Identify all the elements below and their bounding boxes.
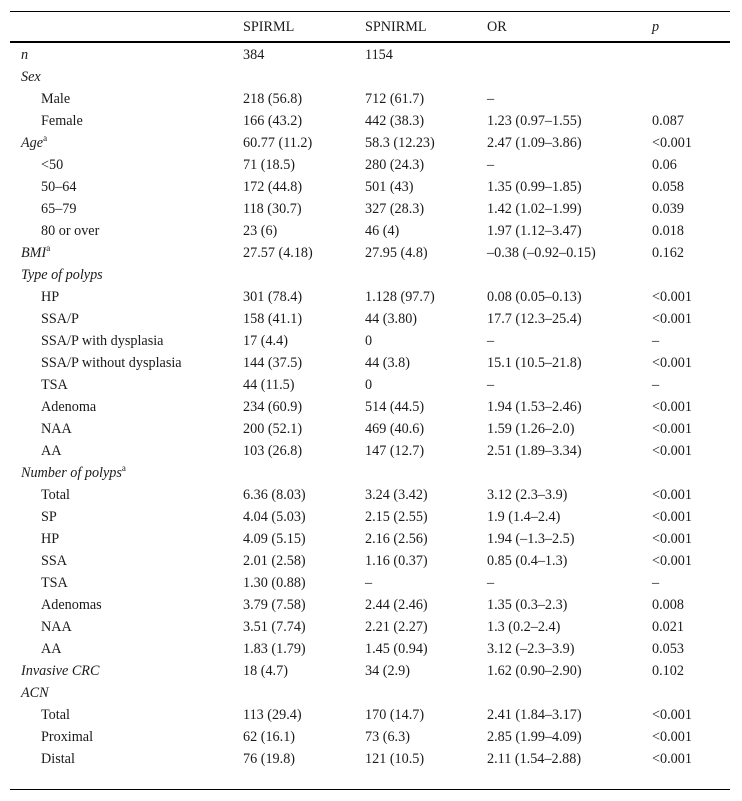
- cell-p: <0.001: [652, 707, 692, 723]
- cell-or: 0.85 (0.4–1.3): [487, 553, 568, 569]
- table-row: [10, 264, 730, 286]
- cell-p: –: [652, 333, 660, 349]
- row-label-text: Male: [41, 91, 71, 107]
- cell-p: 0.018: [652, 223, 684, 239]
- row-label: [41, 440, 62, 462]
- row-label: [21, 44, 28, 66]
- cell-p: <0.001: [652, 135, 692, 151]
- cell-spnirml: 1.128 (97.7): [365, 289, 435, 305]
- cell-spnirml: 0: [365, 333, 373, 349]
- row-label-text: Sex: [21, 69, 41, 85]
- header-p: p: [652, 19, 660, 35]
- table-row: [10, 660, 730, 682]
- cell-or: –: [487, 575, 495, 591]
- table-row: [10, 352, 730, 374]
- cell-or: 2.85 (1.99–4.09): [487, 729, 582, 745]
- cell-spirml: 27.57 (4.18): [243, 245, 313, 261]
- cell-spnirml: 46 (4): [365, 223, 400, 239]
- cell-spirml: 3.51 (7.74): [243, 619, 306, 635]
- cell-p: 0.087: [652, 113, 684, 129]
- table-row: [10, 308, 730, 330]
- row-label: [41, 352, 182, 374]
- cell-p: <0.001: [652, 443, 692, 459]
- row-label-text: ACN: [21, 685, 49, 701]
- cell-spirml: 44 (11.5): [243, 377, 295, 393]
- table-header-row: [10, 12, 730, 42]
- cell-spirml: 17 (4.4): [243, 333, 288, 349]
- row-label-text: n: [21, 47, 29, 63]
- cell-spirml: 113 (29.4): [243, 707, 302, 723]
- row-label-text: 50–64: [41, 179, 77, 195]
- cell-spnirml: 327 (28.3): [365, 201, 425, 217]
- cell-p: –: [652, 377, 660, 393]
- row-label-text: Adenomas: [41, 597, 102, 613]
- cell-or: –0.38 (–0.92–0.15): [487, 245, 596, 261]
- table-row: [10, 374, 730, 396]
- row-label: [41, 550, 67, 572]
- row-label: [41, 220, 99, 242]
- table-row: [10, 462, 730, 484]
- cell-p: <0.001: [652, 399, 692, 415]
- row-label: [41, 176, 76, 198]
- row-label-text: Number of polyps: [21, 465, 122, 481]
- row-label-text: 80 or over: [41, 223, 100, 239]
- cell-spnirml: 2.44 (2.46): [365, 597, 428, 613]
- row-label-text: SSA/P with dysplasia: [41, 333, 164, 349]
- table-row: [10, 528, 730, 550]
- cell-or: 2.11 (1.54–2.88): [487, 751, 582, 767]
- cell-p: <0.001: [652, 531, 692, 547]
- row-label-text: Total: [41, 707, 70, 723]
- row-label: [41, 286, 59, 308]
- row-label-text: NAA: [41, 619, 72, 635]
- cell-or: 1.23 (0.97–1.55): [487, 113, 582, 129]
- cell-spirml: 71 (18.5): [243, 157, 296, 173]
- table-row: [10, 704, 730, 726]
- row-label: [41, 616, 72, 638]
- row-label: [41, 88, 70, 110]
- cell-or: 2.51 (1.89–3.34): [487, 443, 582, 459]
- row-label-text: BMI: [21, 245, 47, 261]
- row-label-text: SSA: [41, 553, 68, 569]
- cell-p: <0.001: [652, 487, 692, 503]
- row-label: [41, 418, 72, 440]
- row-label-text: SSA/P: [41, 311, 79, 327]
- cell-spnirml: 170 (14.7): [365, 707, 425, 723]
- row-label: [41, 110, 83, 132]
- cell-p: <0.001: [652, 421, 692, 437]
- cell-spirml: 103 (26.8): [243, 443, 303, 459]
- cell-p: <0.001: [652, 355, 692, 371]
- row-label: [41, 506, 57, 528]
- table-row: [10, 726, 730, 748]
- row-label-text: Female: [41, 113, 83, 129]
- cell-spirml: 76 (19.8): [243, 751, 296, 767]
- cell-p: 0.039: [652, 201, 684, 217]
- table-row: [10, 748, 730, 770]
- cell-or: 0.08 (0.05–0.13): [487, 289, 582, 305]
- table-row: [10, 638, 730, 660]
- cell-p: 0.06: [652, 157, 677, 173]
- row-label: [41, 330, 163, 352]
- cell-spirml: 384: [243, 47, 265, 63]
- table-row: [10, 330, 730, 352]
- cell-p: 0.102: [652, 663, 684, 679]
- cell-or: 1.9 (1.4–2.4): [487, 509, 561, 525]
- row-label: [21, 66, 41, 88]
- cell-spirml: 1.30 (0.88): [243, 575, 306, 591]
- row-label-text: Type of polyps: [21, 267, 103, 283]
- cell-or: 1.35 (0.3–2.3): [487, 597, 568, 613]
- cell-spnirml: 2.16 (2.56): [365, 531, 428, 547]
- cell-spirml: 218 (56.8): [243, 91, 303, 107]
- cell-p: 0.162: [652, 245, 684, 261]
- cell-or: 1.97 (1.12–3.47): [487, 223, 582, 239]
- row-label: [41, 396, 96, 418]
- cell-spirml: 1.83 (1.79): [243, 641, 306, 657]
- header-spirml: SPIRML: [243, 19, 295, 35]
- table-row: [10, 154, 730, 176]
- cell-spirml: 18 (4.7): [243, 663, 288, 679]
- table-bottom-rule: [10, 789, 730, 790]
- header-spnirml: SPNIRML: [365, 19, 427, 35]
- row-label: [41, 594, 102, 616]
- row-label: [41, 572, 68, 594]
- table-row: [10, 682, 730, 704]
- cell-p: 0.053: [652, 641, 684, 657]
- row-label: [41, 638, 62, 660]
- cell-or: –: [487, 91, 495, 107]
- table-row: [10, 506, 730, 528]
- cell-or: –: [487, 377, 495, 393]
- cell-spnirml: 2.21 (2.27): [365, 619, 428, 635]
- cell-p: <0.001: [652, 289, 692, 305]
- row-label: [21, 132, 47, 154]
- row-label: [21, 682, 49, 704]
- table-header-rule: [10, 41, 730, 43]
- cell-or: 3.12 (–2.3–3.9): [487, 641, 575, 657]
- row-label-text: Invasive CRC: [21, 663, 100, 679]
- row-label-text: 65–79: [41, 201, 77, 217]
- cell-spnirml: 0: [365, 377, 373, 393]
- row-label: [41, 154, 63, 176]
- cell-spirml: 158 (41.1): [243, 311, 303, 327]
- row-label: [41, 704, 70, 726]
- cell-p: <0.001: [652, 509, 692, 525]
- table-row: [10, 550, 730, 572]
- cell-spirml: 23 (6): [243, 223, 278, 239]
- table-row: [10, 440, 730, 462]
- cell-spirml: 3.79 (7.58): [243, 597, 306, 613]
- row-label: [41, 484, 70, 506]
- cell-p: <0.001: [652, 751, 692, 767]
- cell-or: –: [487, 157, 495, 173]
- row-label-text: HP: [41, 289, 60, 305]
- cell-spnirml: 147 (12.7): [365, 443, 425, 459]
- cell-spnirml: 1.16 (0.37): [365, 553, 428, 569]
- table-row: [10, 286, 730, 308]
- cell-spirml: 301 (78.4): [243, 289, 303, 305]
- row-label-text: AA: [41, 443, 62, 459]
- cell-spirml: 172 (44.8): [243, 179, 303, 195]
- cell-spirml: 60.77 (11.2): [243, 135, 313, 151]
- table-row: [10, 572, 730, 594]
- row-label-text: <50: [41, 157, 64, 173]
- cell-or: 1.35 (0.99–1.85): [487, 179, 582, 195]
- cell-spnirml: 514 (44.5): [365, 399, 425, 415]
- cell-or: 15.1 (10.5–21.8): [487, 355, 582, 371]
- row-label-text: SSA/P without dysplasia: [41, 355, 182, 371]
- table-row: [10, 66, 730, 88]
- cell-or: 1.59 (1.26–2.0): [487, 421, 575, 437]
- cell-spirml: 166 (43.2): [243, 113, 303, 129]
- table-row: [10, 132, 730, 154]
- cell-spnirml: 27.95 (4.8): [365, 245, 428, 261]
- cell-spirml: 118 (30.7): [243, 201, 302, 217]
- cell-spirml: 4.09 (5.15): [243, 531, 306, 547]
- cell-spirml: 62 (16.1): [243, 729, 296, 745]
- header-or: OR: [487, 19, 507, 35]
- cell-p: <0.001: [652, 553, 692, 569]
- cell-spirml: 144 (37.5): [243, 355, 303, 371]
- table-row: [10, 616, 730, 638]
- cell-spnirml: 712 (61.7): [365, 91, 425, 107]
- cell-spnirml: 1.45 (0.94): [365, 641, 428, 657]
- row-label: [41, 748, 75, 770]
- cell-spnirml: 3.24 (3.42): [365, 487, 428, 503]
- cell-spnirml: 501 (43): [365, 179, 414, 195]
- row-label: [41, 374, 68, 396]
- row-label-text: HP: [41, 531, 60, 547]
- cell-spnirml: 1154: [365, 47, 393, 63]
- cell-spnirml: –: [365, 575, 373, 591]
- table-row: [10, 176, 730, 198]
- cell-p: –: [652, 575, 660, 591]
- cell-spnirml: 44 (3.80): [365, 311, 418, 327]
- table-row: [10, 594, 730, 616]
- cell-or: –: [487, 333, 495, 349]
- table-row: [10, 88, 730, 110]
- row-label-text: AA: [41, 641, 62, 657]
- cell-spnirml: 34 (2.9): [365, 663, 410, 679]
- cell-spirml: 234 (60.9): [243, 399, 303, 415]
- row-label-text: TSA: [41, 575, 68, 591]
- row-label: [21, 660, 99, 682]
- row-label-text: Adenoma: [41, 399, 97, 415]
- row-label-text: Age: [21, 135, 44, 151]
- table-row: [10, 484, 730, 506]
- row-label-text: SP: [41, 509, 57, 525]
- cell-spnirml: 442 (38.3): [365, 113, 425, 129]
- row-label: [41, 198, 76, 220]
- cell-or: 2.47 (1.09–3.86): [487, 135, 582, 151]
- cell-or: 1.3 (0.2–2.4): [487, 619, 561, 635]
- cell-spirml: 2.01 (2.58): [243, 553, 306, 569]
- row-label: [41, 308, 79, 330]
- cell-spnirml: 58.3 (12.23): [365, 135, 435, 151]
- row-label-text: Proximal: [41, 729, 94, 745]
- row-label-text: TSA: [41, 377, 68, 393]
- cell-spnirml: 44 (3.8): [365, 355, 410, 371]
- cell-spirml: 200 (52.1): [243, 421, 303, 437]
- cell-or: 1.42 (1.02–1.99): [487, 201, 582, 217]
- cell-spirml: 4.04 (5.03): [243, 509, 306, 525]
- footnote-marker: a: [43, 133, 48, 143]
- cell-spnirml: 469 (40.6): [365, 421, 425, 437]
- row-label: [41, 726, 93, 748]
- row-label: [21, 462, 126, 484]
- cell-spnirml: 121 (10.5): [365, 751, 425, 767]
- cell-or: 17.7 (12.3–25.4): [487, 311, 582, 327]
- cell-p: 0.021: [652, 619, 684, 635]
- row-label: [21, 264, 103, 286]
- cell-p: 0.058: [652, 179, 684, 195]
- cell-or: 3.12 (2.3–3.9): [487, 487, 568, 503]
- row-label-text: Distal: [41, 751, 75, 767]
- cell-spirml: 6.36 (8.03): [243, 487, 306, 503]
- cell-or: 1.62 (0.90–2.90): [487, 663, 582, 679]
- table-row: [10, 220, 730, 242]
- cell-spnirml: 73 (6.3): [365, 729, 410, 745]
- cell-p: 0.008: [652, 597, 684, 613]
- cell-or: 1.94 (–1.3–2.5): [487, 531, 575, 547]
- cell-spnirml: 2.15 (2.55): [365, 509, 428, 525]
- row-label-text: Total: [41, 487, 70, 503]
- footnote-marker: a: [121, 463, 126, 473]
- cell-or: 1.94 (1.53–2.46): [487, 399, 582, 415]
- table-row: [10, 110, 730, 132]
- row-label-text: NAA: [41, 421, 72, 437]
- cell-p: <0.001: [652, 729, 692, 745]
- row-label: [21, 242, 50, 264]
- cell-or: 2.41 (1.84–3.17): [487, 707, 582, 723]
- cell-spnirml: 280 (24.3): [365, 157, 425, 173]
- table-row: [10, 418, 730, 440]
- table-row: [10, 396, 730, 418]
- table-row: [10, 242, 730, 264]
- cell-p: <0.001: [652, 311, 692, 327]
- table-row: [10, 44, 730, 66]
- row-label: [41, 528, 59, 550]
- table-row: [10, 198, 730, 220]
- footnote-marker: a: [46, 243, 51, 253]
